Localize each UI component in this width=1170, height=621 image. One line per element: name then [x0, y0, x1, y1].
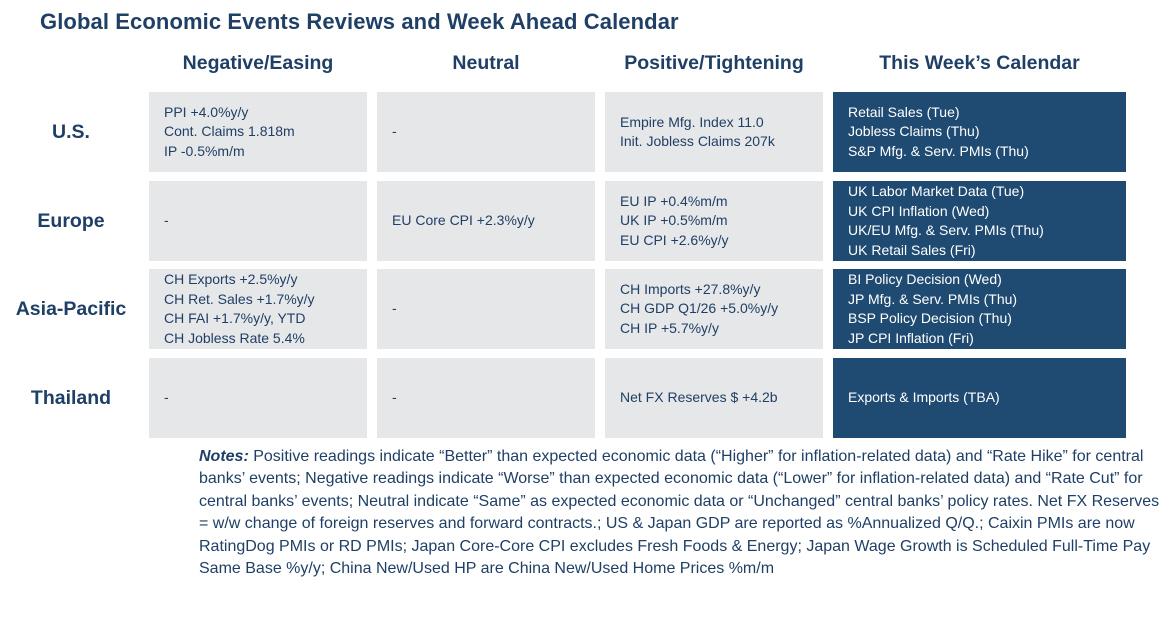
calendar-item: JP Mfg. & Serv. PMIs (Thu): [848, 290, 1018, 307]
row-label: Thailand: [30, 386, 112, 409]
neutral-cell: [377, 181, 595, 261]
calendar-item: UK Labor Market Data (Tue): [848, 183, 1025, 199]
positive-item: CH Imports +27.8%y/y: [620, 280, 761, 297]
negative-cell: [149, 269, 367, 349]
calendar-item: UK CPI Inflation (Wed): [848, 202, 990, 219]
negative-item: IP -0.5%m/m: [164, 142, 245, 159]
neutral-item: -: [392, 389, 397, 406]
positive-item: CH GDP Q1/26 +5.0%y/y: [620, 300, 779, 317]
notes-text: Positive readings indicate “Better” than expected economic data (“Higher” for inflation-related data) and “Rate Hike” for central banks’ events; Negative readings indicate “Worse” than expected economic data (“Lower” for inflation-related data) and “Rate Cut” for central banks’ events; Neutral indicate “Same” as expected economic data or “Unchanged” central banks’ policy rates. Net FX Reserves = w/w change of foreign reserves and forward contracts.; US & Japan GDP are reported as %Annualized Q/Q.; Caixin PMIs are now RatingDog PMIs or RD PMIs; Japan Core-Core CPI excludes Fresh Foods & Energy; Japan Wage Growth is Scheduled Full-Time Pay Same Base %y/y; China New/Used HP are China New/Used Home Prices %m/m: [199, 448, 1160, 578]
positive-item: Init. Jobless Claims 207k: [620, 133, 775, 149]
neutral-cell: [377, 358, 595, 438]
calendar-item: S&P Mfg. & Serv. PMIs (Thu): [848, 142, 1029, 159]
negative-cell: [149, 92, 367, 172]
neutral-item: -: [392, 300, 397, 317]
column-header-neutral: Neutral: [452, 52, 520, 74]
negative-cell: [149, 181, 367, 261]
calendar-item: UK Retail Sales (Fri): [848, 241, 976, 258]
page-title: Global Economic Events Reviews and Week Ahead Calendar: [40, 9, 679, 34]
calendar-item: UK/EU Mfg. & Serv. PMIs (Thu): [848, 222, 1044, 238]
calendar-cell: [833, 92, 1126, 172]
row-label: Asia-Pacific: [15, 297, 127, 320]
calendar-cell: [833, 181, 1126, 261]
positive-item: UK IP +0.5%m/m: [620, 212, 728, 229]
calendar-item: JP CPI Inflation (Fri): [848, 329, 974, 346]
negative-item: Cont. Claims 1.818m: [164, 123, 295, 140]
column-header-negative: Negative/Easing: [182, 52, 334, 74]
positive-item: Empire Mfg. Index 11.0: [620, 113, 764, 130]
negative-item: CH Jobless Rate 5.4%: [164, 329, 305, 346]
negative-item: PPI +4.0%y/y: [164, 103, 249, 120]
column-header-positive: Positive/Tightening: [624, 52, 804, 74]
positive-cell: [605, 269, 823, 349]
calendar-item: BI Policy Decision (Wed): [848, 271, 1002, 287]
negative-item: CH Exports +2.5%y/y: [164, 271, 298, 287]
negative-item: CH FAI +1.7%y/y, YTD: [164, 310, 306, 326]
neutral-cell: [377, 92, 595, 172]
notes: [199, 446, 1161, 580]
column-header-calendar: This Week’s Calendar: [879, 52, 1080, 74]
positive-item: CH IP +5.7%y/y: [620, 319, 719, 336]
positive-item: EU CPI +2.6%y/y: [620, 231, 729, 248]
row-label: Europe: [37, 209, 105, 232]
calendar-item: Retail Sales (Tue): [848, 103, 960, 120]
calendar-item: Jobless Claims (Thu): [848, 123, 980, 140]
neutral-item: -: [392, 123, 397, 140]
negative-cell: [149, 358, 367, 438]
positive-cell: [605, 181, 823, 261]
negative-item: -: [164, 212, 169, 229]
notes-label: Notes:: [199, 448, 249, 465]
positive-item: Net FX Reserves $ +4.2b: [620, 389, 778, 406]
negative-item: CH Ret. Sales +1.7%y/y: [164, 290, 315, 307]
negative-item: -: [164, 389, 169, 406]
neutral-item: EU Core CPI +2.3%y/y: [392, 212, 535, 229]
calendar-item: BSP Policy Decision (Thu): [848, 310, 1012, 326]
calendar-cell: [833, 358, 1126, 438]
calendar-item: Exports & Imports (TBA): [848, 389, 1000, 406]
positive-item: EU IP +0.4%m/m: [620, 192, 728, 209]
calendar-cell: [833, 269, 1126, 349]
neutral-cell: [377, 269, 595, 349]
row-label: U.S.: [52, 120, 90, 143]
positive-cell: [605, 358, 823, 438]
positive-cell: [605, 92, 823, 172]
